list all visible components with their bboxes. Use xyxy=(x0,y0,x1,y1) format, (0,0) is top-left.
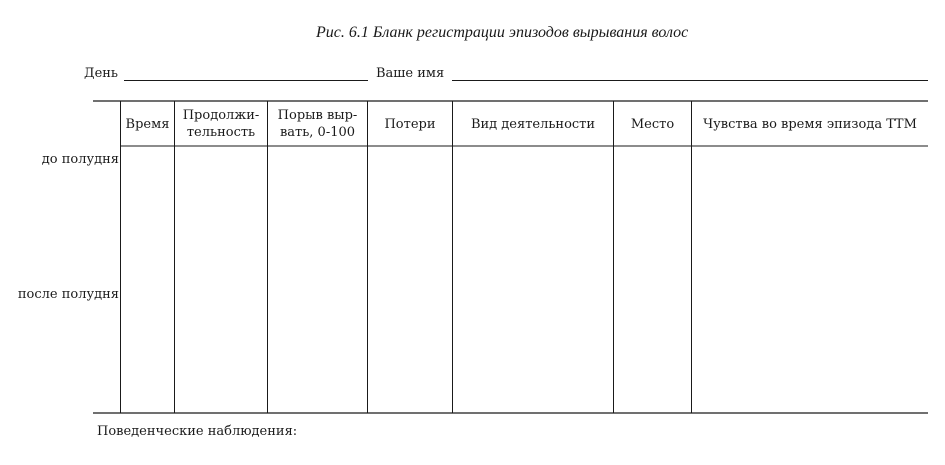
header-activity-text: Вид деятельности xyxy=(470,116,596,132)
header-place-text: Место xyxy=(630,116,675,132)
header-duration-line1: Продолжи- xyxy=(182,108,260,123)
header-time-text: Время xyxy=(125,116,170,132)
header-feelings xyxy=(692,102,928,146)
row-label-morning: до полудня xyxy=(41,152,119,167)
figure-caption: Рис. 6.1 Бланк регистрации эпизодов вырывания волос xyxy=(316,24,689,41)
header-losses xyxy=(368,102,452,146)
header-place xyxy=(614,102,691,146)
row-label-afternoon: после полудня xyxy=(17,287,119,302)
header-urge-line2: вать, 0-100 xyxy=(279,125,356,140)
header-losses-text: Потери xyxy=(384,116,436,132)
header-feelings-text: Чувства во время эпизода ТТМ xyxy=(703,116,917,132)
header-time xyxy=(121,102,174,146)
header-urge xyxy=(268,102,367,146)
day-label: День xyxy=(84,66,119,81)
name-label: Ваше имя xyxy=(376,66,445,81)
header-urge-line1: Порыв выр- xyxy=(277,108,358,123)
header-duration xyxy=(175,102,267,146)
behavioral-observations-label: Поведенческие наблюдения: xyxy=(97,424,298,439)
header-duration-line2: тельность xyxy=(186,125,256,140)
header-activity xyxy=(453,102,613,146)
